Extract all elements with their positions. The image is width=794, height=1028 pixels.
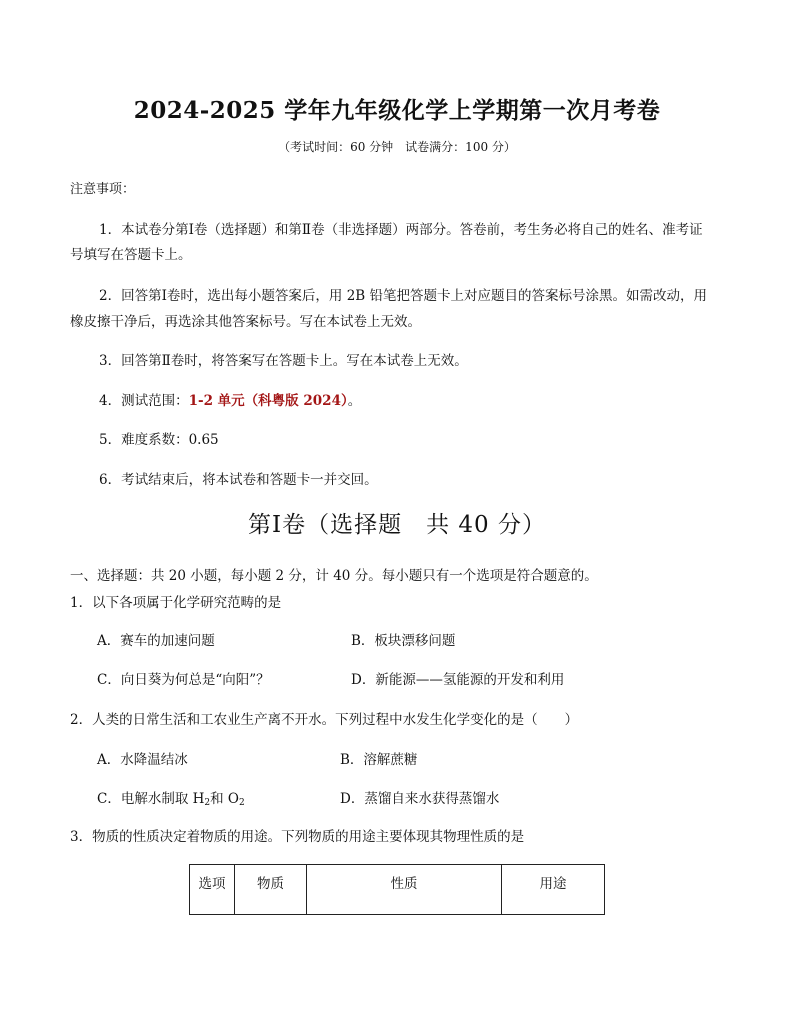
notice-item-1-line-1: 1．本试卷分第Ⅰ卷（选择题）和第Ⅱ卷（非选择题）两部分。答卷前，考生务必将自己的姓名、准考证 xyxy=(99,222,703,238)
question-2-option-a: A．水降温结冰 xyxy=(97,752,188,768)
notice-item-2-line-1: 2．回答第Ⅰ卷时，选出每小题答案后，用 2B 铅笔把答题卡上对应题目的答案标号涂黑。如需改动，用 xyxy=(99,288,708,304)
question-2-option-c xyxy=(97,787,245,808)
question-3-stem: 3．物质的性质决定着物质的用途。下列物质的用途主要体现其物理性质的是 xyxy=(70,829,525,845)
question-2-stem: 2．人类的日常生活和工农业生产离不开水。下列过程中水发生化学变化的是（ ） xyxy=(70,712,579,728)
table-header-cell: 性质 xyxy=(307,865,502,915)
table-header-cell: 物质 xyxy=(235,865,307,915)
notice-item-1-line-2: 号填写在答题卡上。 xyxy=(70,247,192,263)
notice-item-4-prefix: 4．测试范围： xyxy=(99,393,189,409)
table-header-cell: 用途 xyxy=(502,865,605,915)
question-1-option-d: D．新能源——氢能源的开发和利用 xyxy=(351,672,565,688)
table-header-cell: 选项 xyxy=(190,865,235,915)
notice-item-3: 3．回答第Ⅱ卷时，将答案写在答题卡上。写在本试卷上无效。 xyxy=(99,353,468,369)
notice-item-4 xyxy=(99,389,361,409)
part-one-instruction: 一、选择题：共 20 小题，每小题 2 分，计 40 分。每小题只有一个选项是符合题意的。 xyxy=(70,568,598,584)
notice-item-6: 6．考试结束后，将本试卷和答题卡一并交回。 xyxy=(99,472,378,488)
subscript-2: 2 xyxy=(204,798,211,808)
question-1-option-a: A．赛车的加速问题 xyxy=(97,633,215,649)
notice-item-2-line-2: 橡皮擦干净后，再选涂其他答案标号。写在本试卷上无效。 xyxy=(70,314,421,330)
section-title: 第Ⅰ卷（选择题 共 40 分） xyxy=(248,512,546,538)
notice-heading: 注意事项： xyxy=(70,182,136,197)
question-2-option-b: B．溶解蔗糖 xyxy=(340,752,418,768)
question-2-option-c-prefix: C．电解水制取 H xyxy=(97,791,205,807)
table-header-row xyxy=(190,865,605,915)
question-1-option-b: B．板块漂移问题 xyxy=(351,633,456,649)
notice-item-4-suffix: 。 xyxy=(347,393,362,409)
exam-title: 2024-2025 学年九年级化学上学期第一次月考卷 xyxy=(133,97,661,124)
subscript-2: 2 xyxy=(239,798,245,808)
notice-item-5: 5．难度系数：0.65 xyxy=(99,432,219,448)
test-scope: 1-2 单元（科粤版 2024） xyxy=(188,393,348,409)
question-1-stem: 1．以下各项属于化学研究范畴的是 xyxy=(70,595,282,611)
question-2-option-c-mid: 和 O xyxy=(210,791,239,807)
question-3-table xyxy=(189,864,605,915)
question-1-option-c: C．向日葵为何总是“向阳”？ xyxy=(97,672,270,688)
exam-subtitle: （考试时间：60 分钟 试卷满分：100 分） xyxy=(278,140,516,154)
question-2-option-d: D．蒸馏自来水获得蒸馏水 xyxy=(340,791,500,807)
